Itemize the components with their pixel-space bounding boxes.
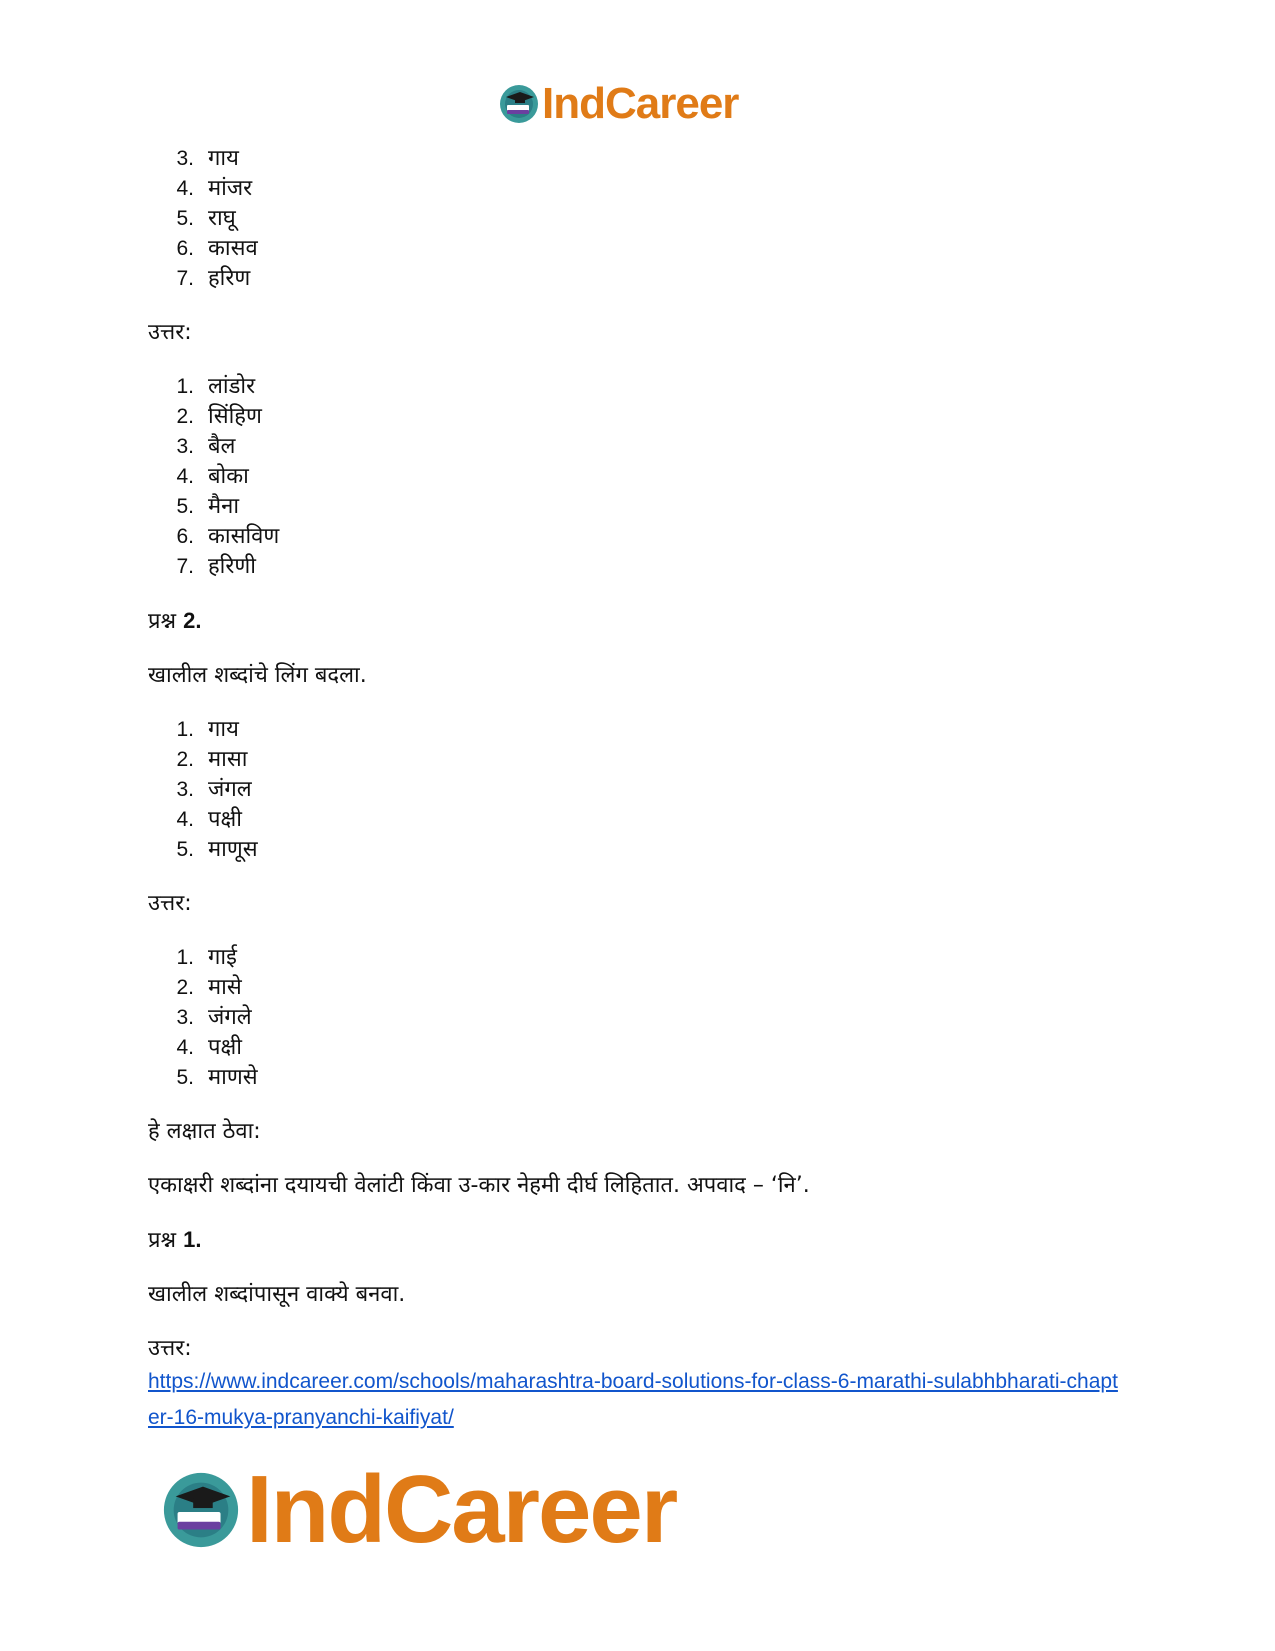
graduation-book-icon bbox=[160, 1469, 242, 1551]
list-item: 1. गाई bbox=[176, 945, 237, 970]
question-1-heading: प्रश्न 1. bbox=[148, 1227, 202, 1253]
answer-label: उत्तर: bbox=[148, 891, 192, 916]
graduation-book-icon bbox=[498, 83, 540, 125]
list-item: 1. गाय bbox=[176, 717, 239, 742]
document-body bbox=[148, 144, 1148, 1436]
list-item: 1. लांडोर bbox=[176, 374, 256, 399]
source-link[interactable]: https://www.indcareer.com/schools/maharashtra-board-solutions-for-class-6-marathi-sulabhbharati-chapter-16-mukya-pranyanchi-kaifiyat/ bbox=[148, 1370, 1118, 1429]
list-item: 5. माणूस bbox=[176, 837, 258, 862]
question-2-heading: प्रश्न 2. bbox=[148, 608, 202, 634]
footer-logo bbox=[160, 1456, 677, 1563]
list-item: 4. मांजर bbox=[176, 176, 253, 201]
answer-label: उत्तर: bbox=[148, 320, 192, 345]
answer-label: उत्तर: bbox=[148, 1336, 192, 1361]
logo-text: IndCareer bbox=[542, 79, 739, 128]
list-item: 5. मैना bbox=[176, 494, 240, 519]
list-item: 3. गाय bbox=[176, 146, 239, 171]
remember-text: एकाक्षरी शब्दांना दयायची वेलांटी किंवा उ-कार नेहमी दीर्घ लिहितात. अपवाद – ‘नि’. bbox=[148, 1173, 810, 1198]
question-1-text: खालील शब्दांपासून वाक्ये बनवा. bbox=[148, 1282, 406, 1307]
list-item: 2. मासे bbox=[176, 975, 242, 1000]
list-item: 6. कासव bbox=[176, 236, 258, 261]
list-item: 5. राघू bbox=[176, 206, 236, 231]
list-item: 3. बैल bbox=[176, 434, 236, 459]
list-item: 3. जंगले bbox=[176, 1005, 252, 1030]
list-item: 7. हरिण bbox=[176, 266, 251, 291]
list-item: 7. हरिणी bbox=[176, 554, 256, 579]
list-item: 6. कासविण bbox=[176, 524, 280, 549]
list-item: 2. मासा bbox=[176, 747, 248, 772]
list-item: 2. सिंहिण bbox=[176, 404, 262, 429]
list-item: 5. माणसे bbox=[176, 1065, 258, 1090]
logo-text: IndCareer bbox=[246, 1456, 677, 1563]
answer-list-1 bbox=[148, 372, 1148, 582]
list-item: 4. पक्षी bbox=[176, 807, 242, 832]
list-item: 4. पक्षी bbox=[176, 1035, 242, 1060]
list-item: 4. बोका bbox=[176, 464, 249, 489]
answer-list-2 bbox=[148, 943, 1148, 1093]
list-item: 3. जंगल bbox=[176, 777, 252, 802]
remember-label: हे लक्षात ठेवा: bbox=[148, 1119, 261, 1144]
list-animals-continued bbox=[148, 144, 1148, 294]
header-logo bbox=[498, 79, 739, 128]
question-2-list bbox=[148, 715, 1148, 865]
question-2-text: खालील शब्दांचे लिंग बदला. bbox=[148, 663, 367, 688]
